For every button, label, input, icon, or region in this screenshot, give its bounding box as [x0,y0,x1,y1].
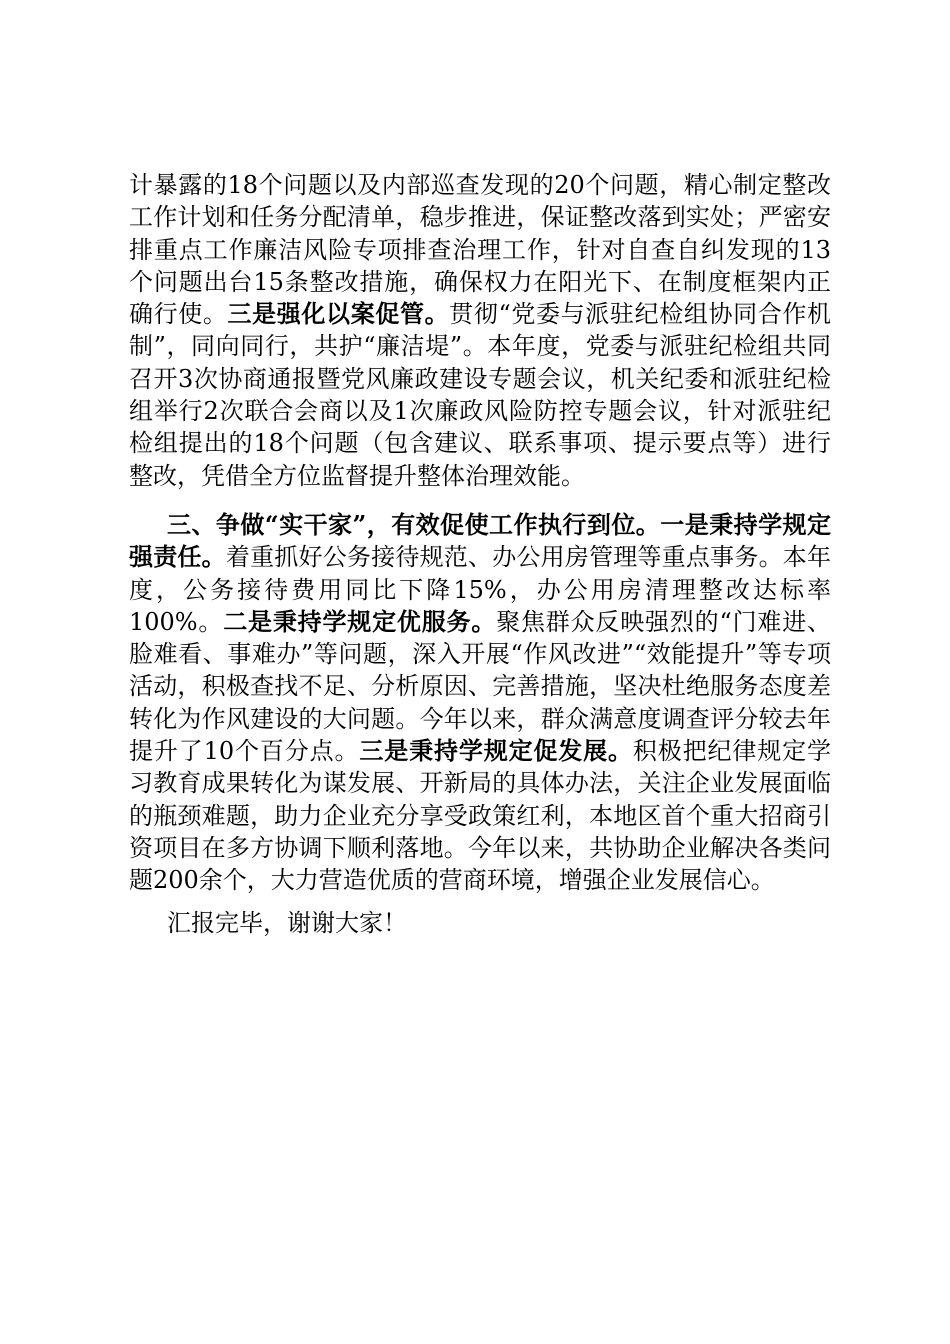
bold-heading-two: 二是秉持学规定优服务。 [223,606,497,636]
section-heading: 三、争做“实干家”，有效促使工作执行到位。一是秉持学规定强责任。 [129,510,831,572]
paragraph-text: 聚焦群众反映强烈的“门难进、脸难看、事难办”等问题，深入开展“作风改进”“效能提升”等专项活动，积极查找不足、分析原因、完善措施，坚决杜绝服务态度差转化为作风建设的大问题。今年以来，群众满意度调查评分较去年提升了10个百分点。 [129,607,832,766]
bold-heading-three: 三是强化以案促管。 [227,299,450,329]
closing-paragraph [129,907,831,939]
paragraph-text: 积极把纪律规定学习教育成果转化为谋发展、开新局的具体办法，关注企业发展面临的瓶颈难题，助力企业充分享受政策红利，本地区首个重大招商引资项目在多方协调下顺利落地。今年以来，共协助企业解决各类问题200余个，大力营造优质的营商环境，增强企业发展信心。 [129,737,832,895]
bold-heading-three: 三是秉持学规定促发展。 [359,736,633,766]
paragraph-continuation [129,169,831,492]
paragraph-text: 计暴露的18个问题以及内部巡查发现的20个问题，精心制定整改工作计划和任务分配清单，稳步推进，保证整改落到实处；严密安排重点工作廉洁风险专项排查治理工作，针对自查自纠发现的13个问题出台15条整改措施，确保权力在阳光下、在制度框架内正确行使。 [129,171,831,329]
paragraph-text: 着重抓好公务接待规范、办公用房管理等重点事务。本年度，公务接待费用同比下降15%，办公用房清理整改达标率100%。 [129,543,832,636]
paragraph-section-three [129,509,831,897]
closing-text: 汇报完毕，谢谢大家！ [167,909,407,937]
paragraph-text: 贯彻“党委与派驻纪检组协同合作机制”，同向同行，共护“廉洁堤”。本年度，党委与派驻纪检组共同召开3次协商通报暨党风廉政建设专题会议，机关纪委和派驻纪检组举行2次联合会商以及1次廉政风险防控专题会议，针对派驻纪检组提出的18个问题（包含建议、联系事项、提示要点等）进行整改，凭借全方位监督提升整体治理效能。 [129,300,831,490]
